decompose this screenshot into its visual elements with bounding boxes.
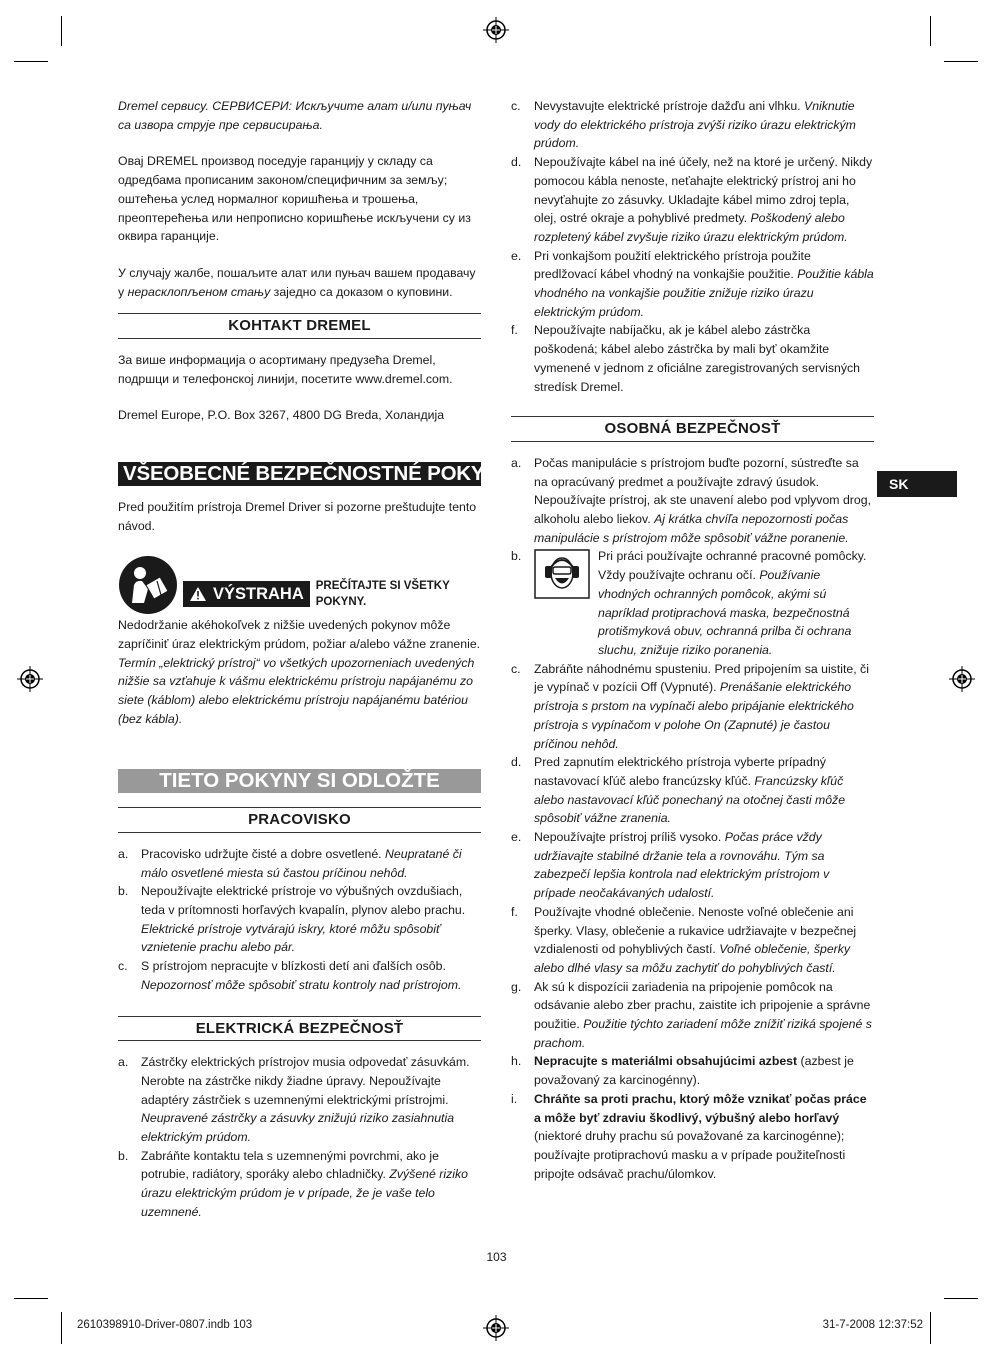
list-item [511,547,874,659]
electrical-safety-list-continued [511,97,874,396]
list-item-letter: e. [511,248,522,263]
list-item-text: Počas manipulácie s prístrojom buďte pozorní, sústreďte sa na opracúvaný predmet a používajte zdravý úsudok. Nepoužívajte prístroj, ak ste unavení alebo pod vplyvom drog, alkoholu alebo liekov. Aj krátka chvíľa nepozornosti počas manipulácie s prístrojom môže spôsobiť vážne poranenie. [534,455,871,545]
list-item-text: Pri vonkajšom použití elektrického prístroja použite predlžovací kábel vhodný na vonkajšie použitie. Použitie kábla vhodného na vonkajšie použitie znižuje riziko úrazu elektrickým prúdom. [534,248,874,319]
electrical-safety-list [118,1053,481,1221]
contact-heading: KOHTAKT DREMEL [118,313,481,339]
electrical-safety-heading: ELEKTRICKÁ BEZPEČNOSŤ [118,1016,481,1042]
list-item [511,1090,874,1184]
list-item [511,753,874,828]
crop-mark [14,1298,48,1299]
list-item-letter: c. [511,661,521,676]
list-item-letter: b. [118,884,129,899]
list-item [511,454,874,548]
list-item-letter: c. [511,99,521,113]
language-tab: SK [877,471,957,497]
list-item-text: Zabráňte kontaktu tela s uzemnenými povrchmi, ako je potrubie, radiátory, sporáky alebo chladničky. Zvýšené riziko úrazu elektrickým prúdom je v prípade, že je vaše telo uzemnené. [141,1148,468,1219]
personal-safety-list [511,454,874,1183]
left-column [118,97,513,1222]
crop-mark [944,1298,978,1299]
list-item-text: Chráňte sa proti prachu, ktorý môže vznikať počas práce a môže byť zdraviu škodlivý, výbušný alebo horľavý (niektoré druhy prachu sú považované za karcinogénne); používajte protiprachovú masku a v prípade použiteľnosti pripojte odsávač prachu/úlomkov. [534,1091,867,1181]
list-item-letter: g. [511,979,522,994]
work-area-heading: PRACOVISKO [118,807,481,833]
warning-text: Nedodržanie akéhokoľvek z nižšie uvedených pokynov môže zapríčiniť úraz elektrickým prúdom, požiar a/alebo vážne zranenie. Termín „elektrický prístroj“ vo všetkých upozorneniach uvedených nižšie sa vzťahuje k vášmu elektrickému prístroju napájanému zo siete (káblom) alebo elektrickému prístroju napájanému batériou (bez kábla). [118,618,481,726]
personal-safety-heading: OSOBNÁ BEZPEČNOSŤ [511,416,874,442]
list-item-letter: f. [511,904,518,919]
read-manual-icon [118,555,178,615]
list-item-letter: i. [511,1091,518,1106]
list-item-text: Nepracujte s materiálmi obsahujúcimi azbest (azbest je považovaný za karcinogénny). [534,1054,854,1088]
list-item-text: Používajte vhodné oblečenie. Nenoste voľné oblečenie ani šperky. Vlasy, oblečenie a rukavice udržiavajte v bezpečnej vzdialenosti od pohyblivých častí. Voľné oblečenie, šperky alebo dlhé vlasy sa môžu zachytiť do pohyblivých častí. [534,904,857,975]
warning-read-all: PREČÍTAJTE SI VŠETKY POKYNY. [315,579,450,608]
general-intro: Pred použitím prístroja Dremel Driver si pozorne preštudujte tento návod. [118,499,477,533]
list-item-text: Ak sú k dispozícii zariadenia na pripojenie pomôcok na odsávanie alebo zber prachu, zaistite ich pripojenie a správne použitie. Použitie týchto zariadení môže znížiť riziká spojené s prachom. [534,979,872,1050]
list-item [511,153,874,247]
list-item [118,882,481,957]
footer-file: 2610398910-Driver-0807.indb 103 [77,1319,253,1331]
warranty-text: Овај DREMEL производ поседује гаранцију у складу са одредбама прописаним законом/специфичним за земљу; оштећења услед нормалног коришћења и трошења, преоптерећења или непрописно коришћење искључени су из оквира гаранције. [118,154,471,244]
crop-mark [14,61,48,62]
list-item [118,1053,481,1147]
list-item-text: Pracovisko udržujte čisté a dobre osvetlené. Neupratané či málo osvetlené miesta sú častou príčinou nehôd. [141,846,462,880]
registration-mark-icon [483,1315,509,1341]
service-note: Dremel сервису. СЕРВИСЕРИ: Искључите алат и/или пуњач са извора струје пре сервисирања. [118,99,472,132]
registration-mark-icon [17,666,43,692]
list-item-text: Nepoužívajte elektrické prístroje vo výbušných ovzdušiach, teda v prítomnosti horľavých kvapalín, plynov alebo prachu. Elektrické prístroje vytvárajú iskry, ktoré môžu spôsobiť vznietenie prachu alebo pár. [141,884,466,955]
list-item [511,828,874,903]
list-item-letter: b. [511,549,522,564]
list-item-letter: a. [118,846,129,861]
general-safety-heading: VŠEOBECNÉ BEZPEČNOSTNÉ POKYNY [118,462,481,486]
list-item-letter: a. [511,455,522,470]
list-item-letter: e. [511,830,522,845]
list-item-text: Zabráňte náhodnému spusteniu. Pred pripojením sa uistite, či je vypínač v pozícii Off (Vypnuté). Prenášanie elektrického prístroja s prstom na vypínači alebo pripájanie elektrického prístroja s vypínačom v polohe On (Zapnuté) je častou príčinou nehôd. [534,661,869,751]
list-item [511,321,874,396]
contact-text: За више информација о асортиману предузећа Dremel, подршци и телефонској линији, посетите www.dremel.com. [118,353,453,386]
list-item-letter: a. [118,1055,129,1070]
keep-instructions-heading: TIETO POKYNY SI ODLOŽTE [118,769,481,793]
warning-badge [183,581,310,607]
warning-triangle-icon [189,586,207,602]
list-item-text: Nepoužívajte kábel na iné účely, než na ktoré je určený. Nikdy pomocou kábla nenoste, neťahajte elektrický prístroj ani ho nevyťahujte zo zásuvky. Ukladajte kábel mimo zdroj tepla, olej, ostré okraje a pohyblivé predmety. Poškodený alebo rozpletený kábel zvyšuje riziko úrazu elektrickým prúdom. [534,155,873,244]
list-item-text: Nepoužívajte nabíjačku, ak je kábel alebo zástrčka poškodená; kábel alebo zástrčka by mali byť okamžite vymenené v jednom z oficiálne zaregistrovaných servisných stredísk Dremel. [534,323,861,394]
list-item [511,978,874,1053]
list-item [511,903,874,978]
crop-mark [930,1312,931,1344]
address-text: Dremel Europe, P.O. Box 3267, 4800 DG Breda, Холандија [118,408,445,423]
registration-mark-icon [483,17,509,43]
work-area-list [118,845,481,995]
right-column [511,97,874,1183]
list-item-letter: c. [118,959,128,974]
list-item-letter: d. [511,155,522,170]
list-item-text: Nevystavujte elektrické prístroje dažďu ani vlhku. Vniknutie vody do elektrického prístroja zvýši riziko úrazu elektrickým prúdom. [534,99,856,151]
list-item [511,660,874,754]
crop-mark [930,16,931,46]
list-item-text: Zástrčky elektrických prístrojov musia odpovedať zásuvkám. Nerobte na zástrčke nikdy žiadne úpravy. Nepoužívajte adaptéry zástrčiek s uzemnenými elektrickými prístrojmi. Neupravené zástrčky a zásuvky znižujú riziko zasiahnutia elektrickým prúdom. [141,1055,470,1145]
footer-date: 31-7-2008 12:37:52 [822,1319,923,1331]
list-item-text: Pred zapnutím elektrického prístroja vyberte prípadný nastavovací kľúč alebo francúzsky kľúč. Francúzsky kľúč alebo nastavovací kľúč ponechaný na otočnej časti môže spôsobiť vážne zranenia. [534,755,846,826]
protective-equipment-icon [534,549,590,599]
list-item-letter: d. [511,755,522,770]
list-item [511,247,874,322]
crop-mark [944,61,978,62]
list-item [118,1147,481,1222]
list-item-text: S prístrojom nepracujte v blízkosti detí ani ďalších osôb. Nepozornosť môže spôsobiť stratu kontroly nad prístrojom. [141,959,462,992]
list-item-text: Nepoužívajte prístroj príliš vysoko. Počas práce vždy udržiavajte stabilné držanie tela a rovnováhu. Tým sa zabezpečí lepšia kontrola nad elektrickým prístrojom v prípade neočakávaných udalostí. [534,830,830,901]
list-item-letter: f. [511,323,518,338]
list-item-letter: b. [118,1148,129,1163]
page-number: 103 [486,1250,507,1264]
crop-mark [61,16,62,46]
list-item [511,97,874,153]
registration-mark-icon [949,666,975,692]
list-item-letter: h. [511,1054,522,1069]
list-item-text: Pri práci používajte ochranné pracovné pomôcky. Vždy používajte ochranu očí. Používanie vhodných ochranných pomôcok, akými sú napríklad protiprachová maska, bezpečnostná protišmyková obuv, ochranná prilba či ochrana sluchu, znižuje riziko poranenia. [534,547,874,659]
crop-mark [61,1312,62,1344]
warning-label: VÝSTRAHA [213,584,304,603]
list-item [511,1052,874,1089]
complaint-text: У случају жалбе, пошаљите алат или пуњач вашем продавачу у нерасклопљеном стању заједно са доказом о куповини. [118,265,476,299]
warning-block [118,553,481,616]
list-item [118,845,481,882]
list-item [118,957,481,994]
